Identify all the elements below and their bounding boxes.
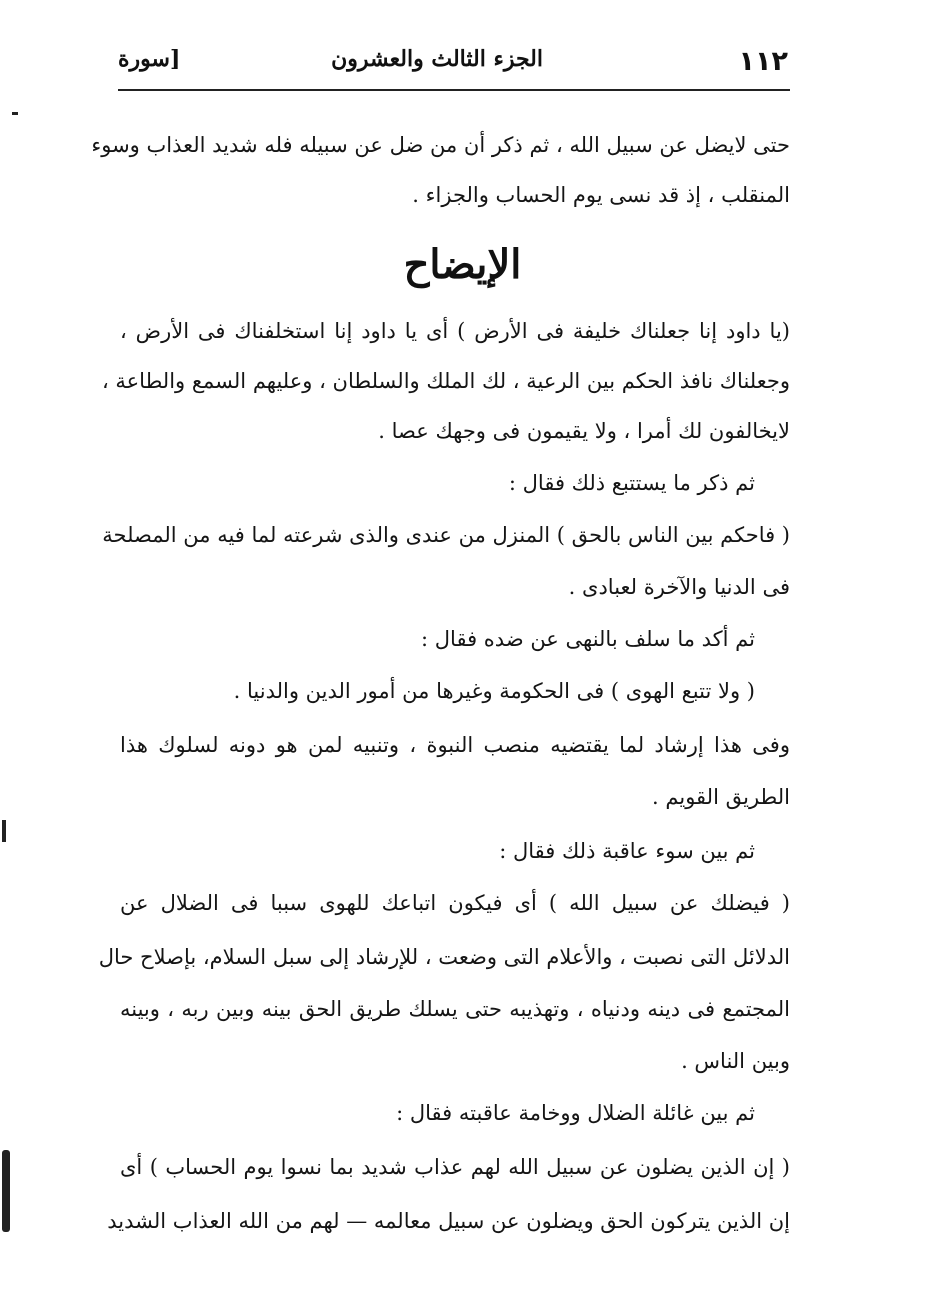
body-line: ( فاحكم بين الناس بالحق ) المنزل من عندى والذى شرعته لما فيه من المصلحة xyxy=(102,523,790,547)
body-line: ثم بين غائلة الضلال ووخامة عاقبته فقال : xyxy=(396,1101,755,1125)
section-heading: الإيضاح xyxy=(403,241,522,288)
body-line: ثم ذكر ما يستتبع ذلك فقال : xyxy=(508,471,755,495)
body-line: وفى هذا إرشاد لما يقتضيه منصب النبوة ، وتنبيه لمن هو دونه لسلوك هذا xyxy=(120,733,790,757)
body-line: ( إن الذين يضلون عن سبيل الله لهم عذاب شديد بما نسوا يوم الحساب ) أى xyxy=(120,1155,790,1179)
body-line: لايخالفون لك أمرا ، ولا يقيمون فى وجهك عصا . xyxy=(378,419,790,443)
scan-edge-mark xyxy=(2,820,6,842)
body-line: ثم أكد ما سلف بالنهى عن ضده فقال : xyxy=(421,627,755,651)
body-line: ( ولا تتبع الهوى ) فى الحكومة وغيرها من أمور الدين والدنيا . xyxy=(233,679,755,703)
body-line: المجتمع فى دينه ودنياه ، وتهذيبه حتى يسلك طريق الحق بينه وبين ربه ، وبينه xyxy=(120,997,790,1021)
body-line: الطريق القويم . xyxy=(652,785,790,809)
intro-line: المنقلب ، إذ قد نسى يوم الحساب والجزاء . xyxy=(412,183,790,207)
body-line: (يا داود إنا جعلناك خليفة فى الأرض ) أى يا داود إنا استخلفناك فى الأرض ، xyxy=(120,319,790,343)
body-line: ثم بين سوء عاقبة ذلك فقال : xyxy=(499,839,755,863)
body-line: ( فيضلك عن سبيل الله ) أى فيكون اتباعك للهوى سببا فى الضلال عن xyxy=(120,891,790,915)
body-line: إن الذين يتركون الحق ويضلون عن سبيل معالمه — لهم من الله العذاب الشديد xyxy=(107,1209,790,1233)
header-rule xyxy=(118,89,790,91)
page-number: ١١٢ xyxy=(738,46,788,77)
surah-label: [سورة xyxy=(118,46,181,72)
running-title: الجزء الثالث والعشرون xyxy=(331,46,543,72)
intro-line: حتى لايضل عن سبيل الله ، ثم ذكر أن من ضل عن سبيله فله شديد العذاب وسوء xyxy=(91,133,790,157)
body-line: وجعلناك نافذ الحكم بين الرعية ، لك الملك والسلطان ، وعليهم السمع والطاعة ، xyxy=(101,369,790,393)
body-line: فى الدنيا والآخرة لعبادى . xyxy=(568,575,790,599)
scan-edge-mark xyxy=(2,1150,10,1232)
body-line: الدلائل التى نصبت ، والأعلام التى وضعت ، للإرشاد إلى سبل السلام، بإصلاح حال xyxy=(98,945,790,969)
page-header xyxy=(118,40,788,84)
scan-edge-mark xyxy=(12,112,18,115)
body-line: وبين الناس . xyxy=(681,1049,790,1073)
